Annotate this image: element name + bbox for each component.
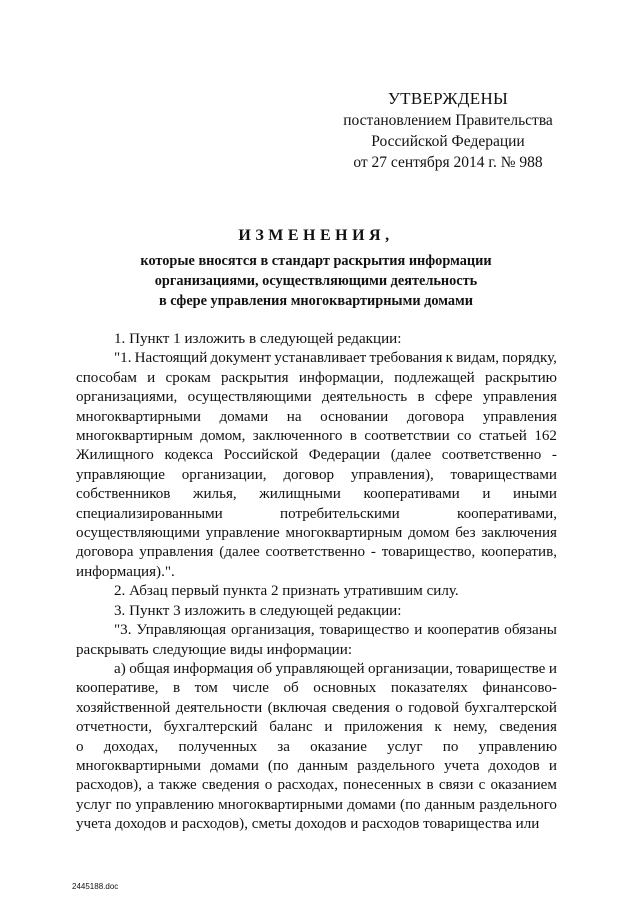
body-line: раскрывать следующие виды информации: xyxy=(76,641,353,658)
approval-block xyxy=(338,88,558,173)
body-line: кооперативе, в том числе об основных показателях финансово- xyxy=(76,680,557,697)
document-title: ИЗМЕНЕНИЯ, xyxy=(238,227,394,244)
body-line: управляющие организации, договор управления), товариществами xyxy=(76,466,557,483)
body-line: специализированными потребительскими кооперативами, xyxy=(76,505,557,522)
subtitle-line: которые вносятся в стандарт раскрытия информации xyxy=(140,253,492,269)
approval-line: Российской Федерации xyxy=(371,133,525,150)
body-line: учета доходов и расходов), сметы доходов и расходов товарищества или xyxy=(76,816,540,833)
body-line: "1. Настоящий документ устанавливает требования к видам, порядку, xyxy=(114,350,557,367)
body-line: собственников жилья, жилищными кооперативами и иными xyxy=(76,486,557,503)
subtitle-line: организациями, осуществляющими деятельность xyxy=(154,273,478,289)
body-line: а) общая информация об управляющей организации, товариществе и xyxy=(114,660,557,677)
body-line: 2. Абзац первый пункта 2 признать утратившим силу. xyxy=(114,583,459,600)
body-line: способам и срокам раскрытия информации, подлежащей раскрытию xyxy=(76,369,557,386)
approval-heading: УТВЕРЖДЕНЫ xyxy=(387,89,509,108)
approval-line: постановлением Правительства xyxy=(343,112,553,129)
body-line: о доходах, полученных за оказание услуг по управлению xyxy=(76,738,557,755)
document-body xyxy=(76,330,557,835)
body-line: услуг по управлению многоквартирными домами (по данным раздельного xyxy=(76,796,557,813)
body-line: информация).". xyxy=(76,563,175,580)
approval-line: от 27 сентября 2014 г. № 988 xyxy=(353,154,543,171)
body-line: организациями, осуществляющими деятельность в сфере управления xyxy=(76,389,557,406)
body-line: договора управления (далее соответственно - товарищество, кооператив, xyxy=(76,544,557,561)
body-line: отчетности, бухгалтерский баланс и приложения к нему, сведения xyxy=(76,719,557,736)
subtitle-line: в сфере управления многоквартирными домами xyxy=(158,293,474,309)
document-subtitle xyxy=(70,251,562,311)
body-line: многоквартирными домами на основании договора управления xyxy=(76,408,557,425)
body-line: многоквартирным домом, заключенного в соответствии со статьей 162 xyxy=(76,428,557,445)
file-name-footer: 2445188.doc xyxy=(72,882,119,891)
body-line: осуществляющими управление многоквартирным домом без заключения xyxy=(76,525,557,542)
body-line: 1. Пункт 1 изложить в следующей редакции: xyxy=(114,331,402,347)
body-line: многоквартирными домами (по данным раздельного учета доходов и xyxy=(76,757,557,774)
body-line: хозяйственной деятельности (включая сведения о годовой бухгалтерской xyxy=(76,699,557,716)
body-line: Жилищного кодекса Российской Федерации (далее соответственно - xyxy=(76,447,557,464)
body-line: "3. Управляющая организация, товарищество и кооператив обязаны xyxy=(114,622,557,639)
body-line: расходов), а также сведения о расходах, понесенных в связи с оказанием xyxy=(76,777,557,794)
body-line: 3. Пункт 3 изложить в следующей редакции: xyxy=(114,602,402,619)
